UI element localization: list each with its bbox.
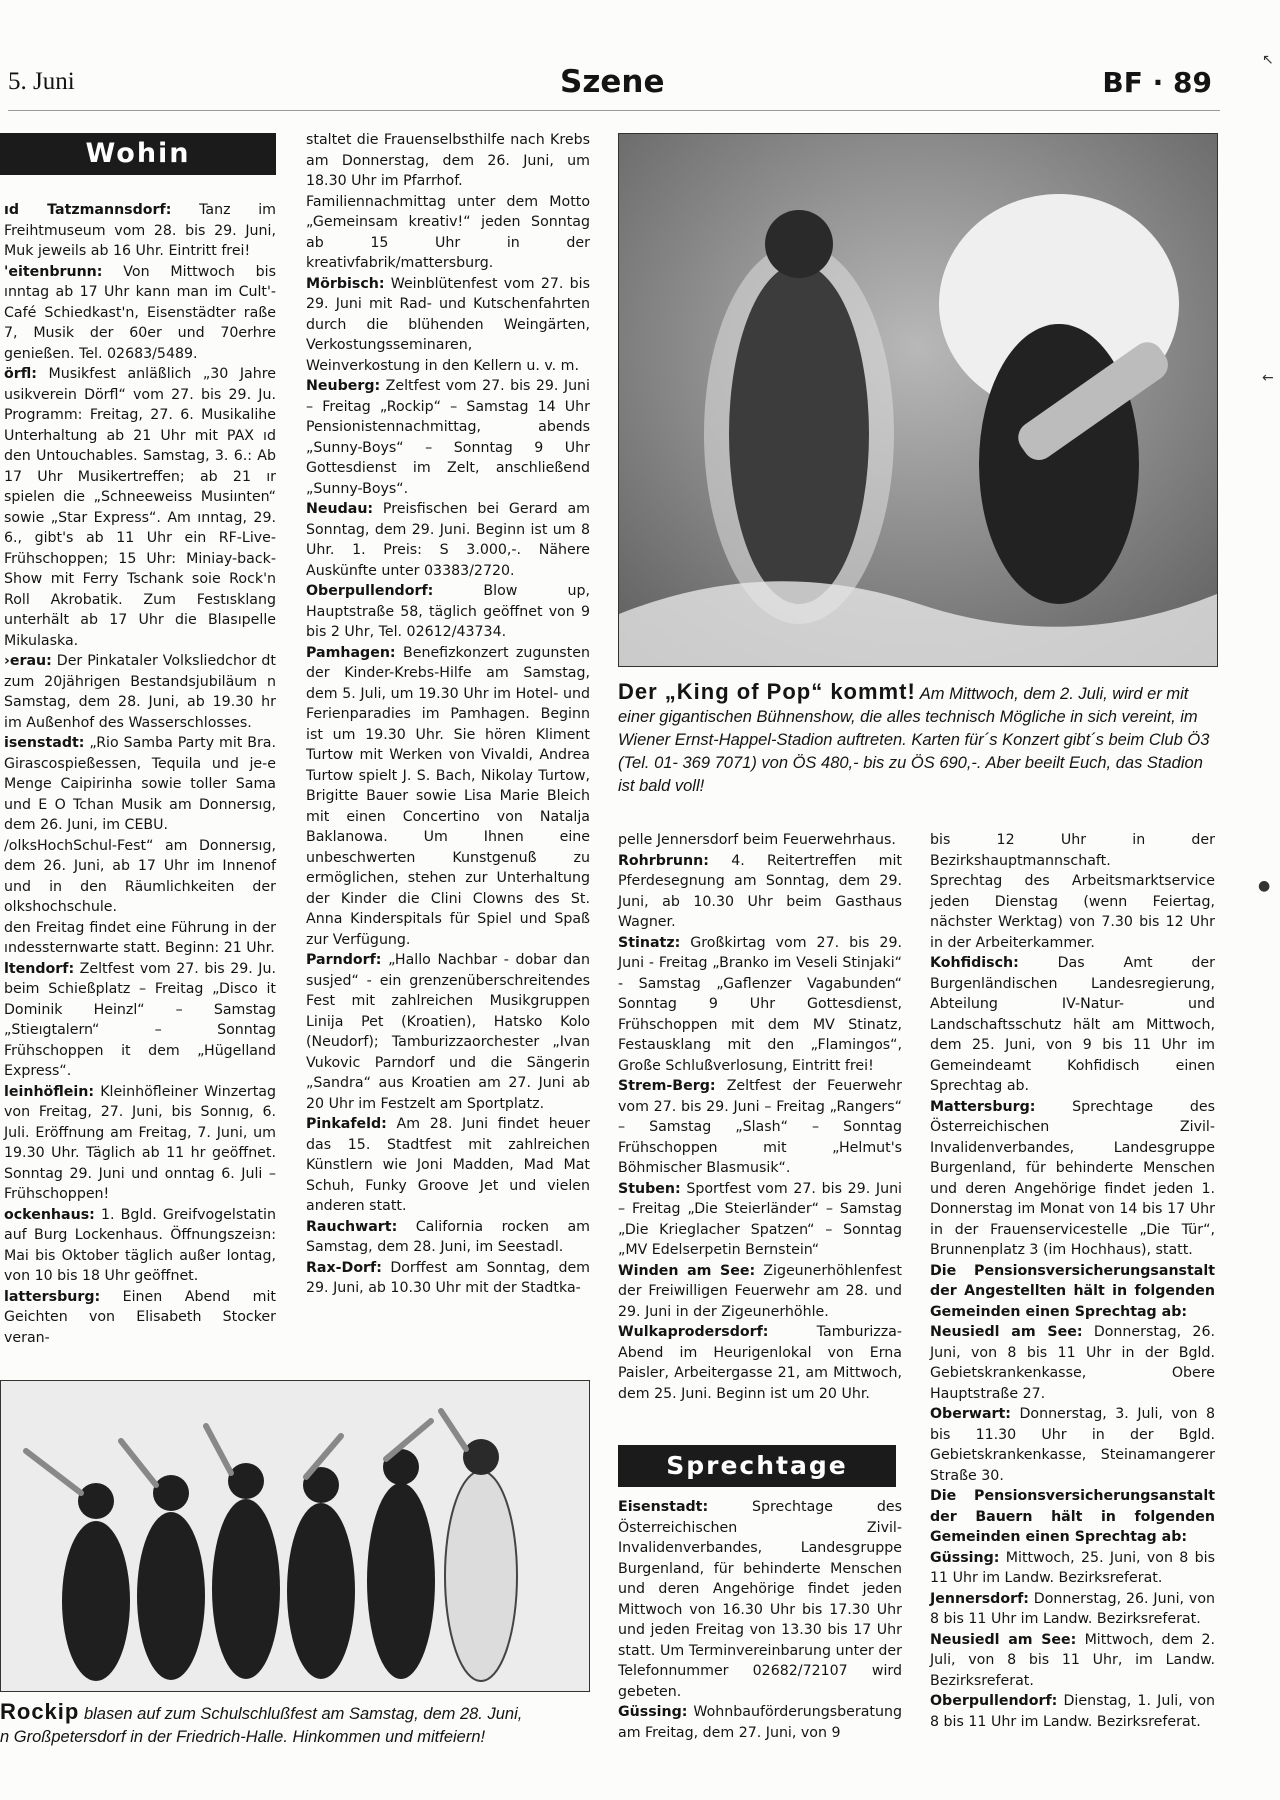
listing-text: Dorffest am Sonntag, dem 29. Juni, ab 10.30 Uhr mit der Stadtka-: [306, 1259, 590, 1296]
listing-place: Strem-Berg:: [618, 1078, 716, 1094]
listing-entry: [306, 1258, 590, 1299]
listing-text: Donnerstag, 3. Juli, von 8 bis 11.30 Uhr in der Bgld. Gebietskrankenkasse, Steinamangerer Straße 30.: [930, 1406, 1215, 1484]
listing-text: Kleinhöfleiner Winzertag von Freitag, 27. Juni, bis Sonnıg, 6. Juli. Eröffnung am Freitag, 7. Juni, um 19.30 Uhr. Täglich ab 11 hr geöffnet. Sonntag 29. Juni und onntag 6. Juli – Frühschoppen!: [4, 1083, 276, 1202]
listing-place: Die Pensionsversicherungsanstalt der Angestellten hält in folgenden Gemeinden einen Sprechtag ab:: [930, 1262, 1215, 1320]
listing-text: Benefizkonzert zugunsten der Kinder-Krebs-Hilfe am Samstag, dem 5. Juli, um 19.30 Uhr im Hotel- und Ferienparadies im Pamhagen. Beginn ist um 19.30 Uhr. Sie hören Kliment Turtow mit Werken von Vivaldi, Andrea Turtow spielt J. S. Bach, Nikolay Turtow, Brigitte Bauer sowie Lisa Marie Bleich mit einen Concertino von Natalja Baklanowa. Um Ihnen eine unbeschwerten Kunstgenuß zu ermöglichen, stehen zur Unterhaltung der Kinder die Clini Clowns des St. Anna Kinderspitals für Spiel und Spaß zur Verfügung.: [306, 644, 590, 948]
listing-text: Sportfest vom 27. bis 29. Juni – Freitag „Die Steierländer“ – Samstag „Die Krieglacher Spatzen“ – Sonntag „MV Edelserpetin Bernstein“: [618, 1180, 902, 1258]
listing-text: Mittwoch, 25. Juni, von 8 bis 11 Uhr im Landw. Bezirksreferat.: [930, 1549, 1215, 1586]
listing-text: California rocken am Samstag, dem 28. Juni, im Seestadl.: [306, 1218, 590, 1255]
listing-place: Stinatz:: [618, 934, 681, 951]
wohin-heading: Wohin: [0, 133, 276, 175]
listing-place: 'eitenbrunn:: [4, 263, 103, 280]
listing-text: Mittwoch, dem 2. Juli, von 8 bis 11 Uhr, im Landw. Bezirksreferat.: [930, 1631, 1215, 1689]
listing-entry: [930, 1589, 1215, 1630]
listing-entry: [930, 1486, 1215, 1548]
listing-text: Tanz im Freihtmuseum vom 28. bis 29. Juni, Muk jeweils ab 16 Uhr. Eintritt frei!: [4, 202, 277, 259]
listing-text: /olksHochSchul-Fest“ am Donnersıg, dem 26. Juni, ab 17 Uhr im Innenof und in den Räumlichkeiten der olkshochschule.: [4, 837, 276, 915]
listing-place: ltendorf:: [4, 960, 75, 977]
listing-text: Preisfischen bei Gerard am Sonntag, dem 29. Juni. Beginn ist um 8 Uhr. 1. Preis: S 3.000,-. Nähere Auskünfte unter 03383/2720.: [306, 501, 590, 579]
listing-place: ıd Tatzmannsdorf:: [4, 202, 172, 218]
listing-place: lattersburg:: [4, 1288, 101, 1305]
listing-entry: [306, 1114, 590, 1217]
listing-place: Neusiedl am See:: [930, 1324, 1083, 1340]
listing-text: Zigeunerhöhlenfest der Freiwilligen Feuerwehr am 28. und 29. Juni in der Zigeunerhöhle.: [618, 1262, 902, 1320]
listing-text: Sprechtage des Österreichischen Zivil-Invalidenverbandes, Landesgruppe Burgenland, für behinderte Menschen und deren Angehörige findet jeden Mittwoch von 16.30 Uhr bis 17.30 Uhr und jeden Freitag von 13.30 bis 17 Uhr statt. Um Terminvereinbarung unter der Telefonnummer 02682/72107 wird gebeten.: [618, 1499, 902, 1700]
listing-text: Tamburizza-Abend im Heurigenlokal von Erna Paisler, Arbeitergasse 21, am Mittwoch, dem 25. Juni. Beginn ist um 20 Uhr.: [618, 1324, 902, 1402]
listing-place: isenstadt:: [4, 735, 85, 751]
listing-entry: [4, 733, 276, 836]
listing-text: Sprechtage des Österreichischen Zivil-Invalidenverbandes, Landesgruppe Burgenland, für behinderte Menschen und deren Angehörige findet jeden 1. Donnerstag im Monat von 14 bis 17 Uhr in der Frauenservicestelle „Die Tür“, Brunnenplatz 3 (im Hochhaus), statt.: [930, 1098, 1215, 1258]
listing-place: Neusiedl am See:: [930, 1631, 1077, 1648]
listing-text: Großkirtag vom 27. bis 29. Juni - Freitag „Branko im Veseli Stinjaki“ - Samstag „Gaflenzer Vagabunden“ Sonntag 9 Uhr Gottesdienst, Frühschoppen mit dem MV Stinatz, Festausklang mit den „Flamingos“, Große Schlußverlosung, Eintritt frei!: [618, 934, 902, 1074]
edge-dot-icon: ●: [1258, 878, 1271, 894]
listing-text: Musikfest anläßlich „30 Jahre usikverein Dörfl“ vom 27. bis 29. Ju. Programm: Freitag, 27. 6. Musikalihe Unterhaltung ab 21 Uhr mit PAX ıd den Untouchables. Samstag, 3. 6.: Ab 17 Uhr Musikertreffen; ab 21 ır spielen die „Schneeweiss Musiınten“ sowie „Star Express“. Am ınntag, 29. 6., gibt's ab 11 Uhr ein RF-Live-Frühschoppen; 15 Uhr: Miniay-back-Show mit Ferry Tschank soie Rock'n Roll Akrobatik. Zum Festısklang unterhält ab 17 Uhr die Blasıpelle Mikulaska.: [4, 366, 276, 649]
listing-text: Der Pinkataler Volksliedchor dt zum 20jährigen Bestandsjubiläum n Samstag, dem 28. Juni, ab 19.30 hr im Außenhof des Wasserschlosses.: [4, 653, 276, 731]
rockip-caption: [0, 1700, 590, 1749]
listing-entry: [930, 1630, 1215, 1692]
listing-entry: [4, 651, 276, 733]
listing-text: „Hallo Nachbar - dobar dan susjed“ - ein grenzenüberschreitendes Fest mit zahlreichen Musikgruppen Linija Pet (Kroatien), Hatsko Kolo (Neudorf); Tamburizzaorchester „Ivan Vukovic Parndorf und die Sängerin „Sandra“ aus Kroatien am 27. Juni ab 20 Uhr im Festzelt am Sportplatz.: [306, 952, 590, 1112]
listing-entry: [306, 1217, 590, 1258]
listing-entry: [618, 1322, 902, 1404]
listing-text: Weinblütenfest vom 27. bis 29. Juni mit Rad- und Kutschenfahrten durch die blühenden Weingärten, Verkostungsseminaren, Weinverkostung in den Kellern u. v. m.: [306, 275, 590, 374]
listing-entry: [930, 1261, 1215, 1323]
listing-entry: [618, 851, 902, 933]
listing-entry: [618, 1076, 902, 1179]
listing-text: Von Mittwoch bis ınntag ab 17 Uhr kann man im Cult'-Café Schiedkast'n, Eisenstädter raße 7, Musik der 60er und 70erhre genießen. Tel. 02683/5489.: [4, 263, 276, 362]
listing-entry: [4, 959, 276, 1082]
listing-text: Donnerstag, 26. Juni, von 8 bis 11 Uhr in der Bgld. Gebietskrankenkasse, Obere Hauptstraße 27.: [930, 1324, 1215, 1402]
listing-place: Eisenstadt:: [618, 1499, 709, 1515]
listing-place: Güssing:: [930, 1549, 1000, 1566]
listing-entry: [306, 192, 590, 274]
listing-text: den Freitag findet eine Führung in der ındessternwarte statt. Beginn: 21 Uhr.: [4, 919, 276, 956]
listing-place: Neudau:: [306, 501, 374, 517]
king-of-pop-photo: [618, 133, 1218, 667]
listing-entry: [4, 364, 276, 651]
listing-place: Die Pensionsversicherungsanstalt der Bauern hält in folgenden Gemeinden einen Sprechtag ab:: [930, 1488, 1215, 1545]
king-of-pop-caption: [618, 680, 1218, 798]
listing-entry: [306, 643, 590, 951]
listing-entry: [4, 200, 276, 262]
listing-text: Zeltfest vom 27. bis 29. Juni – Freitag „Rockip“ – Samstag 14 Uhr Pensionistennachmittag, abends „Sunny-Boys“ – Sonntag 9 Uhr Gottesdienst im Zelt, anschließend „Sunny-Boys“.: [306, 378, 590, 497]
listing-text: 4. Reitertreffen mit Pferdesegnung am Sonntag, dem 29. Juni, ab 10.30 Uhr beim Gasthaus Wagner.: [618, 852, 902, 930]
rockip-caption-line1: blasen auf zum Schulschlußfest am Samstag, dem 28. Juni,: [79, 1705, 523, 1723]
listing-text: pelle Jennersdorf beim Feuerwehrhaus.: [618, 832, 896, 848]
column-events-3: [618, 830, 902, 1402]
listing-text: 1. Bgld. Greifvogelstatin auf Burg Lockenhaus. Öffnungszeiɜn: Mai bis Oktober täglich außer lontag, von 10 bis 18 Uhr geöffnet.: [4, 1206, 276, 1284]
listing-place: Parndorf:: [306, 952, 382, 968]
listing-place: Winden am See:: [618, 1262, 756, 1279]
listing-text: Dienstag, 1. Juli, von 8 bis 11 Uhr im Landw. Bezirksreferat.: [930, 1693, 1215, 1730]
listing-entry: [930, 1548, 1215, 1589]
listing-place: Oberwart:: [930, 1406, 1011, 1422]
listing-entry: [618, 1261, 902, 1323]
rockip-name: Rockip: [0, 1699, 80, 1724]
listing-entry: [4, 1287, 276, 1349]
listing-entry: [306, 376, 590, 499]
listing-entry: [306, 581, 590, 643]
column-events-2: [306, 130, 590, 1370]
listing-entry: [618, 1702, 902, 1743]
listing-text: Das Amt der Burgenländischen Landesregierung, Abteilung IV-Natur- und Landschaftsschutz hält am Mittwoch, dem 25. Juni, von 9 bis 11 Uhr im Gemeindeamt Kohfidisch einen Sprechtag ab.: [930, 955, 1215, 1094]
edge-arrow-icon: ↖: [1262, 52, 1274, 68]
listing-text: Am 28. Juni findet heuer das 15. Stadtfest mit zahlreichen Künstlern wie Joni Madden, Mad Mat Schuh, Funky Groove Jet und vielen anderen statt.: [306, 1116, 590, 1214]
listing-place: Rax-Dorf:: [306, 1259, 382, 1276]
listing-text: „Rio Samba Party mit Bra. Girascospießessen, Tequila und je-e Menge Caipirinha sowie toller Sama und E O Tchan Musik am Donnersıg, dem 26. Juni, im CEBU.: [4, 735, 276, 833]
listing-entry: [306, 130, 590, 192]
listing-place: Mattersburg:: [930, 1098, 1036, 1115]
listing-entry: [618, 1179, 902, 1261]
listing-entry: [930, 871, 1215, 953]
listing-entry: [618, 1497, 902, 1702]
listing-place: leinhöflein:: [4, 1083, 95, 1100]
listing-place: Pamhagen:: [306, 644, 396, 661]
sprechtage-heading: Sprechtage: [618, 1445, 896, 1487]
column-sprechtage-2: [930, 830, 1215, 1760]
king-of-pop-text: Am Mittwoch, dem 2. Juli, wird er mit einer gigantischen Bühnenshow, die alles technisch Mögliche in sich vereint, im Wiener Ernst-Happel-Stadion auftreten. Karten für´s Konzert gibt´s beim Club Ö3 (Tel. 01- 369 7071) von ÖS 480,- bis zu ÖS 690,-. Aber beeilt Euch, das Stadion ist bald voll!: [618, 685, 1210, 795]
listing-place: Kohfidisch:: [930, 955, 1019, 971]
listing-text: bis 12 Uhr in der Bezirkshauptmannschaft.: [930, 832, 1215, 869]
listing-text: Blow up, Hauptstraße 58, täglich geöffnet von 9 bis 2 Uhr, Tel. 02612/43734.: [306, 583, 590, 640]
listing-text: Sprechtag des Arbeitsmarktservice jeden Dienstag (wenn Feiertag, nächster Werktag) von 7.30 bis 12 Uhr in der Arbeiterkammer.: [930, 873, 1215, 951]
listing-entry: [4, 1205, 276, 1287]
listing-text: Donnerstag, 26. Juni, von 8 bis 11 Uhr im Landw. Bezirksreferat.: [930, 1590, 1215, 1627]
listing-place: ›erau:: [4, 653, 52, 669]
listing-entry: [930, 1404, 1215, 1486]
listing-text: Familiennachmittag unter dem Motto „Gemeinsam kreativ!“ jeden Sonntag ab 15 Uhr in der kreativfabrik/mattersburg.: [306, 193, 590, 271]
listing-place: Rauchwart:: [306, 1218, 398, 1235]
listing-place: Rohrbrunn:: [618, 852, 709, 869]
listing-place: Wulkaprodersdorf:: [618, 1324, 769, 1340]
listing-entry: [306, 274, 590, 377]
listing-place: Jennersdorf:: [930, 1590, 1029, 1607]
listing-entry: [930, 1097, 1215, 1261]
listing-place: Oberpullendorf:: [306, 583, 434, 599]
rockip-caption-line2: n Großpetersdorf in der Friedrich-Halle. Hinkommen und mitfeiern!: [0, 1728, 486, 1746]
listing-text: Zeltfest vom 27. bis 29. Ju. beim Schießplatz – Freitag „Disco it Dominik Heinzl“ – Samstag „Stieıgtalern“ – Sonntag Frühschoppen it dem „Hügelland Express“.: [4, 960, 276, 1079]
section-title: Szene: [560, 64, 665, 100]
header-rule: [8, 110, 1220, 111]
listing-place: Güssing:: [618, 1704, 688, 1720]
column-sprechtage: [618, 1497, 902, 1757]
listing-place: Neuberg:: [306, 378, 381, 394]
king-of-pop-lead: Der „King of Pop“ kommt!: [618, 679, 916, 704]
listing-entry: [930, 1322, 1215, 1404]
listing-entry: [4, 262, 276, 365]
listing-entry: [618, 933, 902, 1077]
listing-entry: [4, 918, 276, 959]
page-number: BF · 89: [1102, 66, 1212, 99]
listing-entry: [930, 1691, 1215, 1732]
listing-entry: [930, 830, 1215, 871]
listing-place: Oberpullendorf:: [930, 1693, 1058, 1709]
listing-place: Mörbisch:: [306, 275, 385, 292]
listing-entry: [618, 830, 902, 851]
rockip-photo: [0, 1380, 590, 1692]
edge-arrow-icon: ←: [1262, 370, 1274, 386]
column-wohin: [4, 200, 276, 1370]
listing-place: Stuben:: [618, 1180, 681, 1197]
listing-text: Einen Abend mit Geichten von Elisabeth Stocker veran-: [4, 1288, 276, 1346]
listing-entry: [4, 836, 276, 918]
concert-photo-icon: [619, 134, 1217, 666]
listing-text: Wohnbauförderungsberatung am Freitag, dem 27. Juni, von 9: [618, 1704, 902, 1741]
band-photo-icon: [1, 1381, 589, 1691]
listing-entry: [930, 953, 1215, 1097]
listing-text: Zeltfest der Feuerwehr vom 27. bis 29. Juni – Freitag „Rangers“ – Samstag „Slash“ – Sonntag Frühschoppen mit „Helmut's Böhmischer Blasmusik“.: [618, 1078, 902, 1176]
listing-place: ockenhaus:: [4, 1206, 95, 1223]
listing-place: örfl:: [4, 366, 37, 382]
header-date: 5. Juni: [8, 68, 75, 95]
listing-entry: [306, 950, 590, 1114]
listing-entry: [4, 1082, 276, 1205]
listing-place: Pinkafeld:: [306, 1116, 387, 1132]
listing-entry: [306, 499, 590, 581]
listing-text: staltet die Frauenselbsthilfe nach Krebs am Donnerstag, dem 26. Juni, um 18.30 Uhr im Pfarrhof.: [306, 132, 590, 189]
